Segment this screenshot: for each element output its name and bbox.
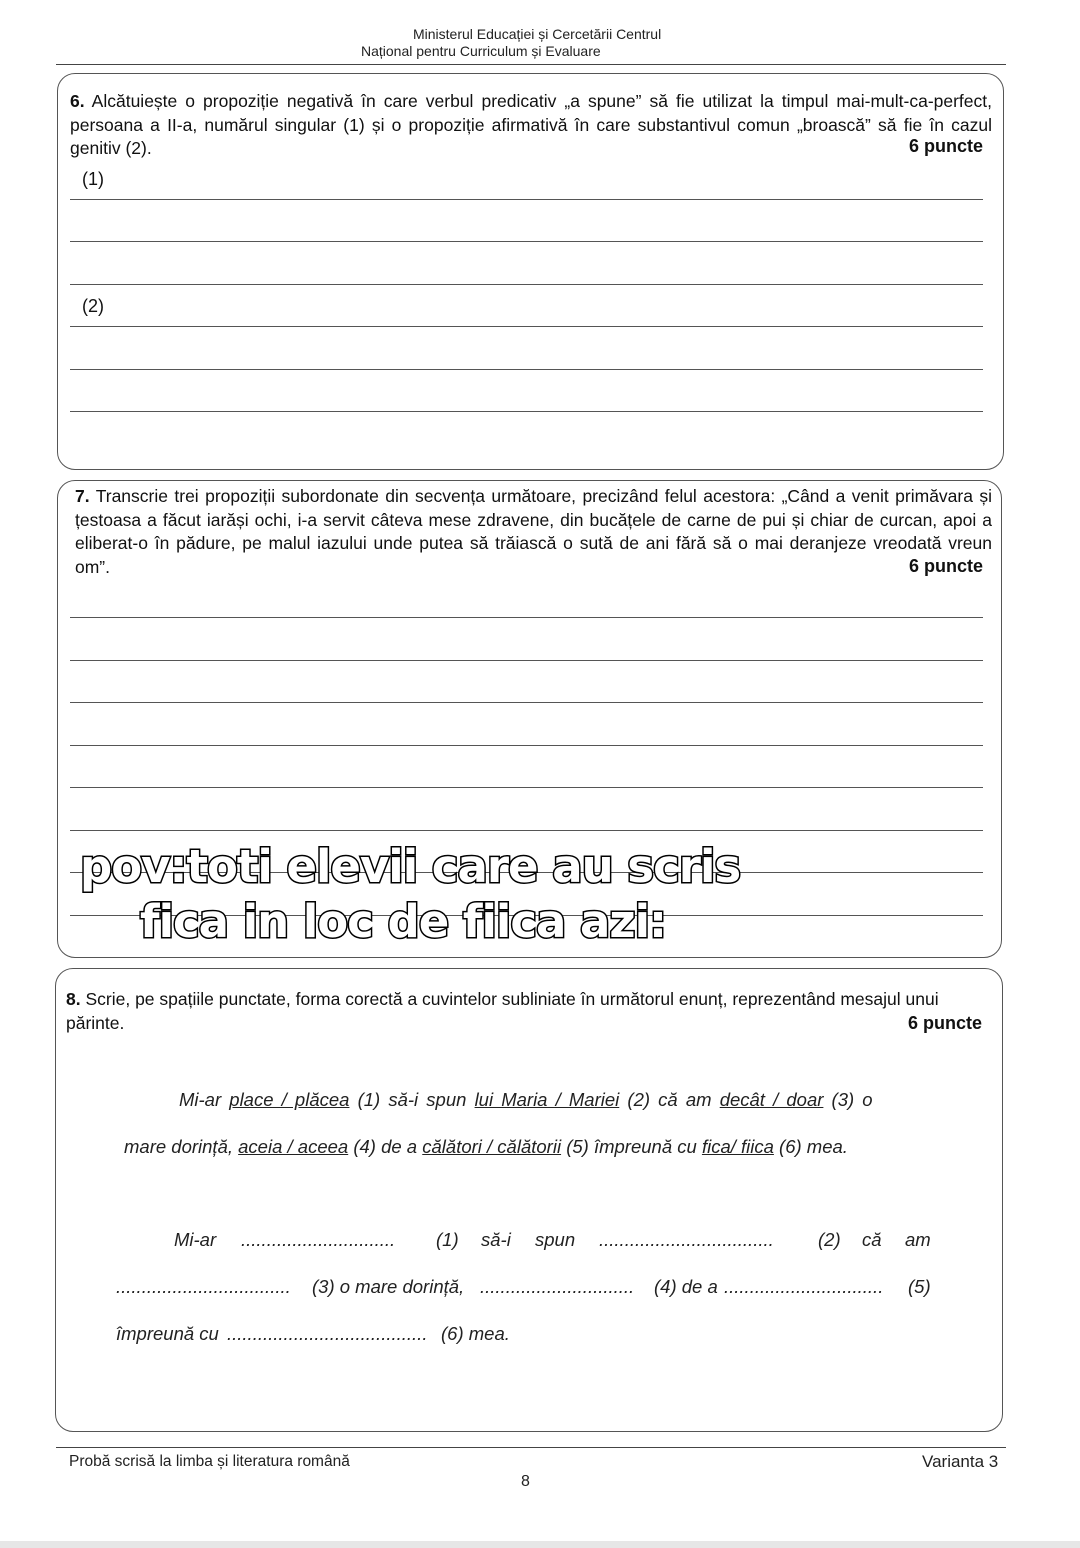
underlined-option-4: aceia / aceea: [238, 1136, 349, 1157]
sentence-text: (1) să-i spun: [357, 1089, 467, 1110]
answer-line[interactable]: [70, 660, 983, 661]
question-8-text: [66, 988, 946, 1035]
answer-line[interactable]: [70, 745, 983, 746]
question-7-text: [75, 485, 992, 579]
fill-blank-2[interactable]: ..................................: [599, 1229, 774, 1250]
question-7-body: Transcrie trei propoziții subordonate din secvența următoare, precizând felul acestora: „Când a venit primăvara și țestoasa a făcut iarăși ochi, i-a servit câteva mese zdravene, din bucățele de carne de pui și chiar de curcan, apoi a eliberat-o în pădure, pe malul iazului unde putea să trăiască o sută de ani fără să o mai deranjeze vreodată vreun om”.: [75, 486, 993, 577]
answer-text: (5): [908, 1276, 931, 1297]
fill-blank-6[interactable]: .......................................: [227, 1323, 428, 1344]
bottom-strip: [0, 1541, 1080, 1548]
question-8-points: 6 puncte: [908, 1013, 983, 1033]
answer-line[interactable]: [70, 369, 983, 370]
answer-line[interactable]: [70, 326, 983, 327]
sentence-text: (4) de a: [353, 1136, 418, 1157]
sentence-text: (5) împreună cu: [566, 1136, 697, 1157]
answer-text: Mi-ar: [174, 1229, 217, 1250]
sentence-text: (2) că am: [627, 1089, 712, 1110]
answer-line[interactable]: [70, 284, 983, 285]
answer-text: (6) mea.: [441, 1323, 510, 1344]
underlined-option-5: călători / călătorii: [422, 1136, 562, 1157]
question-6-points: 6 puncte: [909, 136, 984, 156]
answer-text: (3) o mare dorință,: [312, 1276, 465, 1297]
answer-text: spun: [535, 1229, 576, 1250]
answer-text: împreună cu: [116, 1323, 219, 1344]
question-8-box: [55, 968, 1003, 1432]
answer-line[interactable]: [70, 617, 983, 618]
question-8-number: 8.: [66, 989, 81, 1009]
underlined-option-3: decât / doar: [719, 1089, 824, 1110]
fill-blank-4[interactable]: ..............................: [480, 1276, 635, 1297]
answer-label-1: (1): [82, 169, 104, 189]
answer-text: am: [905, 1229, 931, 1250]
question-6-number: 6.: [70, 91, 85, 111]
fill-blank-3[interactable]: ..................................: [116, 1276, 291, 1297]
answer-text: (4) de a: [654, 1276, 718, 1297]
footer-exam-title: Probă scrisă la limba și literatura română: [69, 1453, 350, 1470]
answer-text: că: [862, 1229, 882, 1250]
question-6-text: [70, 90, 992, 161]
footer-variant: Varianta 3: [922, 1452, 999, 1471]
underlined-option-2: lui Maria / Mariei: [474, 1089, 620, 1110]
fill-blank-5[interactable]: ...............................: [724, 1276, 884, 1297]
header-divider: [56, 64, 1006, 65]
header-line-2: Național pentru Curriculum și Evaluare: [361, 43, 601, 59]
sentence-line-2: [124, 1136, 848, 1158]
sentence-text: (6) mea.: [779, 1136, 848, 1157]
question-7-number: 7.: [75, 486, 90, 506]
underlined-option-6: fica/ fiica: [701, 1136, 774, 1157]
answer-text: să-i: [481, 1229, 511, 1250]
sentence-text: mare dorință,: [124, 1136, 233, 1157]
answer-line[interactable]: [70, 702, 983, 703]
question-8-body: Scrie, pe spațiile punctate, forma corectă a cuvintelor subliniate în următorul enunț, reprezentând mesajul unui părinte.: [66, 989, 939, 1033]
answer-line[interactable]: [70, 830, 983, 831]
answer-text: (1): [436, 1229, 459, 1250]
sentence-line-1: [179, 1089, 873, 1111]
sentence-text: (3) o: [831, 1089, 873, 1110]
answer-line[interactable]: [70, 787, 983, 788]
meme-caption-line-2: fica in loc de fiica azi:: [140, 895, 667, 948]
page-number: 8: [521, 1473, 530, 1490]
sentence-text: Mi-ar: [179, 1089, 222, 1110]
header-line-1: Ministerul Educației și Cercetării Centrul: [413, 26, 662, 42]
question-6-box: [57, 73, 1004, 470]
meme-caption-line-1: pov:toti elevii care au scris: [80, 840, 741, 893]
question-6-body: Alcătuiește o propoziție negativă în care verbul predicativ „a spune” să fie utilizat la timpul mai-mult-ca-perfect, persoana a II-a, numărul singular (1) și o propoziție afirmativă în care substantivul comun „broască” să fie în cazul genitiv (2).: [70, 91, 993, 158]
question-7-points: 6 puncte: [909, 556, 984, 576]
fill-blank-1[interactable]: ..............................: [241, 1229, 396, 1250]
answer-line[interactable]: [70, 241, 983, 242]
answer-line[interactable]: [70, 411, 983, 412]
answer-text: (2): [818, 1229, 841, 1250]
underlined-option-1: place / plăcea: [229, 1089, 350, 1110]
answer-label-2: (2): [82, 296, 104, 316]
answer-line[interactable]: [70, 199, 983, 200]
footer-divider: [56, 1447, 1006, 1448]
